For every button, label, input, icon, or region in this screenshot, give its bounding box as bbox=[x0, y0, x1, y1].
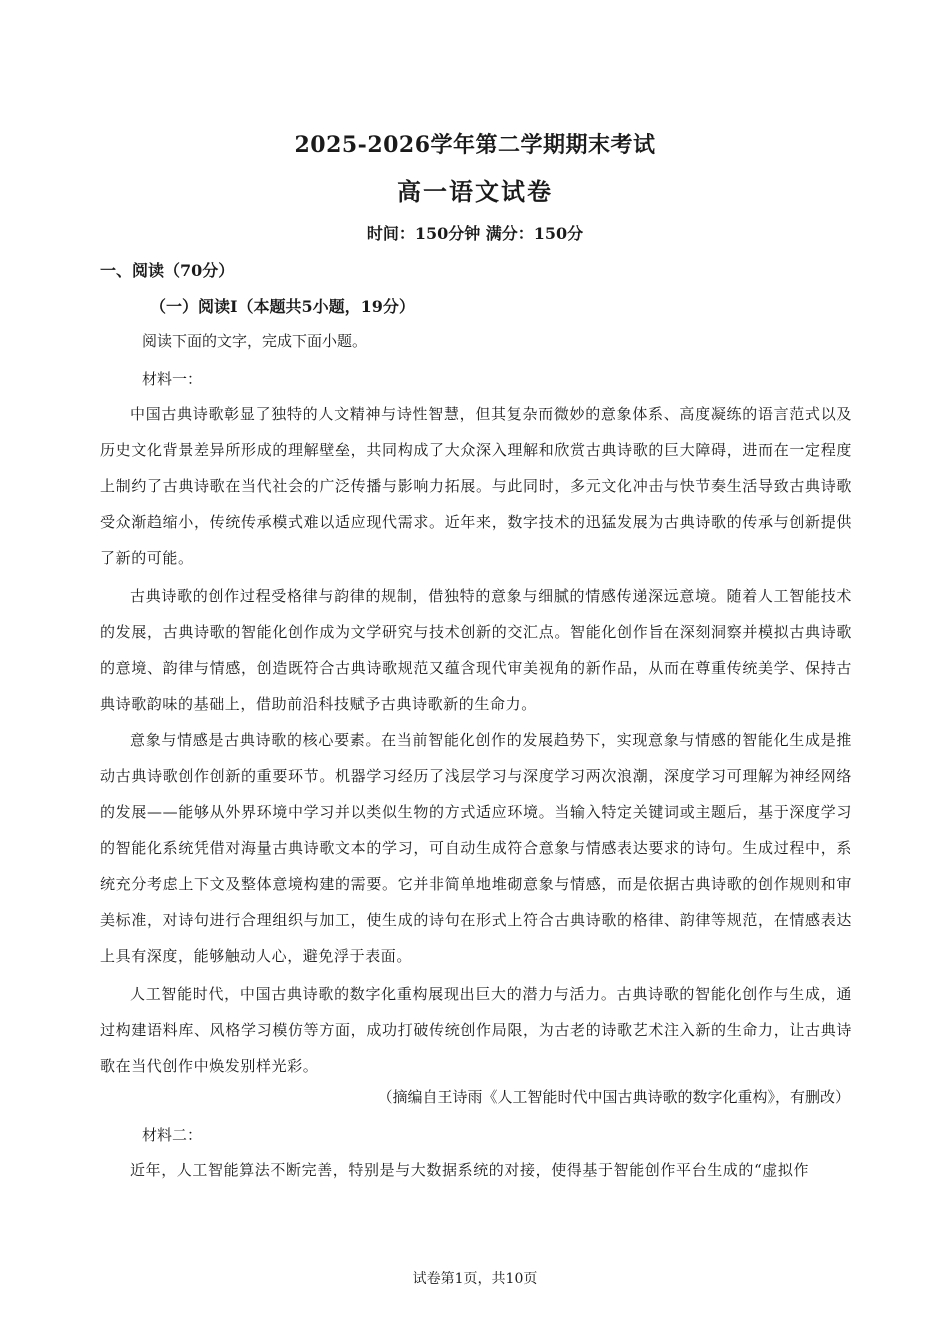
exam-subtitle: 高一语文试卷 bbox=[397, 177, 553, 206]
material-one-label: 材料一： bbox=[142, 370, 203, 388]
material-two-paragraph: 近年，人工智能算法不断完善，特别是与大数据系统的对接，使得基于智能创作平台生成的“虚拟作 bbox=[130, 1161, 810, 1179]
page-footer: 试卷第1页，共10页 bbox=[412, 1271, 538, 1287]
exam-title: 2025-2026学年第二学期期末考试 bbox=[294, 132, 656, 158]
material-one-paragraph: 人工智能时代，中国古典诗歌的数字化重构展现出巨大的潜力与活力。古典诗歌的智能化创作与生成，通过构建语料库、风格学习模仿等方面，成功打破传统创作局限，为古老的诗歌艺术注入新的生命力，让古典诗歌在当代创作中焕发别样光彩。 bbox=[100, 985, 852, 1075]
reading-instruction: 阅读下面的文字，完成下面小题。 bbox=[142, 332, 368, 350]
subsection-heading: （一）阅读I（本题共5小题，19分） bbox=[150, 297, 415, 316]
material-two-label: 材料二： bbox=[142, 1126, 203, 1144]
material-one-paragraph: 中国古典诗歌彰显了独特的人文精神与诗性智慧，但其复杂而微妙的意象体系、高度凝练的语言范式以及历史文化背景差异所形成的理解壁垒，共同构成了大众深入理解和欣赏古典诗歌的巨大障碍，进而在一定程度上制约了古典诗歌在当代社会的广泛传播与影响力拓展。与此同时，多元文化冲击与快节奏生活导致古典诗歌受众渐趋缩小，传统传承模式难以适应现代需求。近年来，数字技术的迅猛发展为古典诗歌的传承与创新提供了新的可能。 bbox=[100, 405, 852, 567]
section-heading: 一、阅读（70分） bbox=[100, 261, 235, 280]
exam-time-score: 时间：150分钟 满分：150分 bbox=[366, 224, 584, 243]
material-one-citation: （摘编自王诗雨《人工智能时代中国古典诗歌的数字化重构》，有删改） bbox=[377, 1088, 850, 1106]
material-one-paragraph: 古典诗歌的创作过程受格律与韵律的规制，借独特的意象与细腻的情感传递深远意境。随着人工智能技术的发展，古典诗歌的智能化创作成为文学研究与技术创新的交汇点。智能化创作旨在深刻洞察并模拟古典诗歌的意境、韵律与情感，创造既符合古典诗歌规范又蕴含现代审美视角的新作品，从而在尊重传统美学、保持古典诗歌韵味的基础上，借助前沿科技赋予古典诗歌新的生命力。 bbox=[100, 587, 852, 713]
material-one-paragraph: 意象与情感是古典诗歌的核心要素。在当前智能化创作的发展趋势下，实现意象与情感的智能化生成是推动古典诗歌创作创新的重要环节。机器学习经历了浅层学习与深度学习两次浪潮，深度学习可理解为神经网络的发展——能够从外界环境中学习并以类似生物的方式适应环境。当输入特定关键词或主题后，基于深度学习的智能化系统凭借对海量古典诗歌文本的学习，可自动生成符合意象与情感表达要求的诗句。生成过程中，系统充分考虑上下文及整体意境构建的需要。它并非简单地堆砌意象与情感，而是依据古典诗歌的创作规则和审美标准，对诗句进行合理组织与加工，使生成的诗句在形式上符合古典诗歌的格律、韵律等规范，在情感表达上具有深度，能够触动人心，避免浮于表面。 bbox=[100, 731, 852, 965]
